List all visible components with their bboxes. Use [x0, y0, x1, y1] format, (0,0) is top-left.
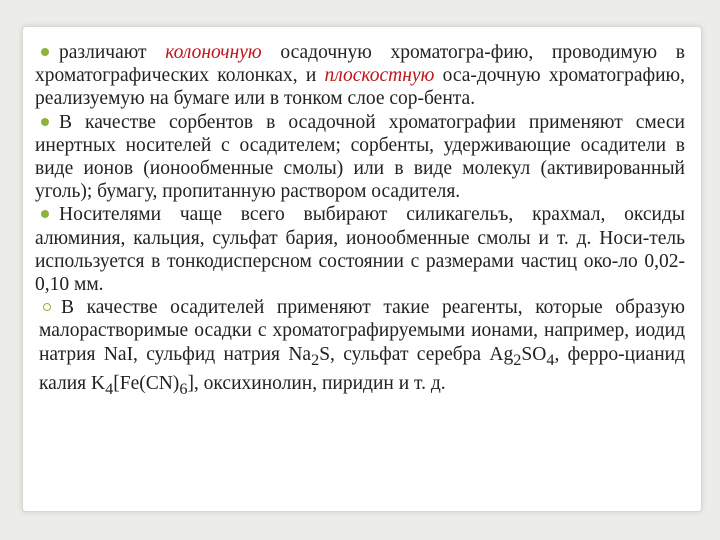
bullet-icon — [41, 210, 49, 218]
text-segment: [Fe(CN) — [113, 372, 180, 394]
bullet-icon — [41, 48, 49, 56]
text-segment: ], оксихинолин, пиридин и т. д. — [187, 372, 446, 394]
subscript: 4 — [546, 350, 555, 369]
text-segment: Носителями чаще всего выбирают силикагельъ, крахмал, оксиды алюминия, кальция, сульфат бария, ионообменные смолы и т. д. Носи-тель используется в тонкодисперсном состоянии с размерами частиц око-ло 0,02-0,10 мм. — [35, 204, 685, 296]
text-segment: SO — [521, 343, 547, 365]
subscript: 2 — [513, 350, 522, 369]
paragraph-precipitants — [39, 296, 685, 401]
term-planar: плоскостную — [324, 65, 435, 87]
slide-content — [35, 41, 685, 401]
text-segment: различают — [59, 42, 166, 63]
text-segment: оса-дочную хроматографию, реализуемую на бумаге или в тонком слое сор-бента. — [35, 65, 685, 110]
paragraph-column-planar — [35, 41, 685, 111]
ring-bullet-icon — [43, 303, 51, 311]
text-segment: В качестве сорбентов в осадочной хроматографии применяют смеси инертных носителей с осадителем; сорбенты, удерживающие осадители в виде ионов (ионообменные смолы) или в виде молекул (активированный уголь); бумагу, пропитанную раствором осадителя. — [35, 111, 685, 203]
subscript: 2 — [311, 350, 320, 369]
text-segment: , ферро-цианид калия K — [39, 343, 685, 394]
subscript: 6 — [179, 379, 188, 398]
text-segment: В качестве осадителей применяют такие реагенты, которые образую малорастворимые осадки с хроматографируемыми ионами, например, иодид натрия NaI, сульфид натрия Na — [39, 297, 685, 365]
subscript: 4 — [105, 379, 114, 398]
slide-card — [22, 26, 702, 512]
text-segment: осадочную хроматогра-фию, проводимую в хроматографических колонках, и — [35, 42, 685, 87]
term-column: колоночную — [165, 42, 262, 63]
text-segment: S, сульфат серебра Ag — [319, 343, 514, 365]
paragraph-sorbents — [35, 111, 685, 204]
paragraph-carriers — [35, 203, 685, 296]
bullet-icon — [41, 118, 49, 126]
